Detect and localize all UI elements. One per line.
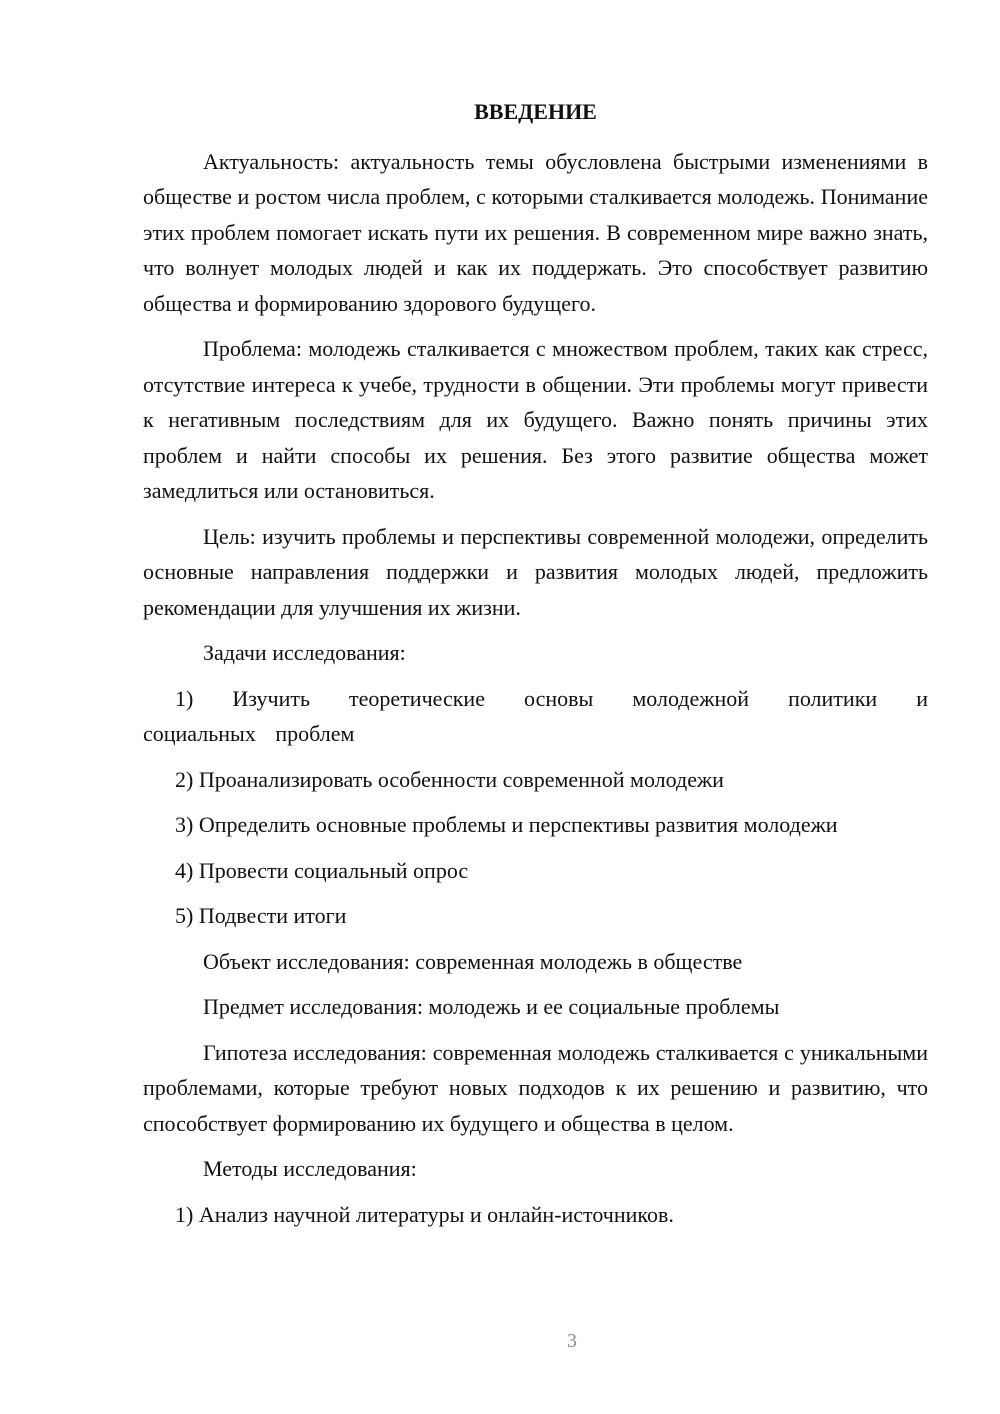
document-body xyxy=(143,94,928,1242)
methods-heading: Методы исследования: xyxy=(203,1156,417,1181)
problem-paragraph: Проблема: молодежь сталкивается с множеством проблем, таких как стресс, отсутствие интереса к учебе, трудности в общении. Эти проблемы могут привести к негативным последствиям для их будущего. Важно понять причины этих проблем и найти способы их решения. Без этого развитие общества может замедлиться или остановиться. xyxy=(143,336,928,503)
relevance-paragraph: Актуальность: актуальность темы обусловлена быстрыми изменениями в обществе и ростом числа проблем, с которыми сталкивается молодежь. Понимание этих проблем помогает искать пути их решения. В современном мире важно знать, что волнует молодых людей и как их поддержать. Это способствует развитию общества и формированию здорового будущего. xyxy=(143,148,928,316)
task-item-5: 5) Подвести итоги xyxy=(175,903,347,928)
task-item-2: 2) Проанализировать особенности современной молодежи xyxy=(175,766,724,792)
task-item-3: 3) Определить основные проблемы и перспективы развития молодежи xyxy=(175,812,838,837)
page-number: 3 xyxy=(567,1330,577,1352)
research-object: Объект исследования: современная молодежь в обществе xyxy=(203,948,743,974)
goal-paragraph: Цель: изучить проблемы и перспективы современной молодежи, определить основные направления поддержки и развития молодых людей, предложить рекомендации для улучшения их жизни. xyxy=(143,523,928,620)
tasks-heading: Задачи исследования: xyxy=(203,640,406,665)
hypothesis-paragraph: Гипотеза исследования: современная молодежь сталкивается с уникальными проблемами, которые требуют новых подходов к их решению и развитию, что способствует формированию их будущего и общества в целом. xyxy=(143,1039,928,1136)
research-subject: Предмет исследования: молодежь и ее социальные проблемы xyxy=(203,994,780,1019)
method-item-1: 1) Анализ научной литературы и онлайн-источников. xyxy=(175,1201,674,1227)
section-title: ВВЕДЕНИЕ xyxy=(474,99,597,124)
task-item-4: 4) Провести социальный опрос xyxy=(175,857,469,883)
task-item-1: 1) Изучить теоретические основы молодежной политики и социальных проблем xyxy=(143,685,928,746)
